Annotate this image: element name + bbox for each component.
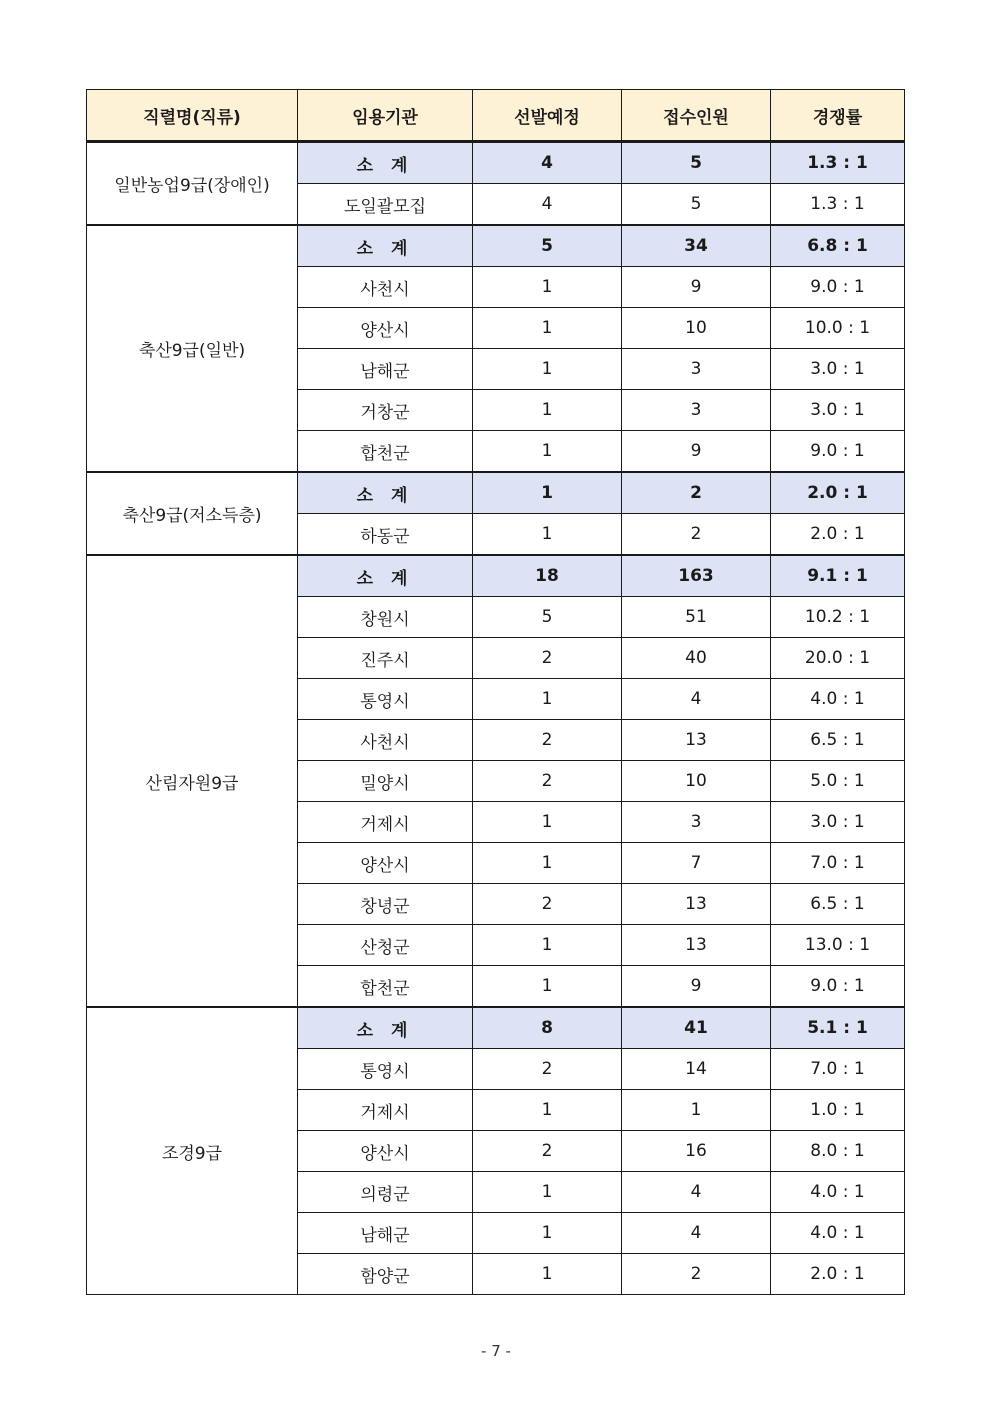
subtotal-ratio: 6.8 : 1 bbox=[771, 225, 905, 267]
job-series-name: 조경9급 bbox=[87, 1007, 298, 1295]
planned-cell: 1 bbox=[473, 966, 622, 1008]
subtotal-row bbox=[87, 142, 905, 184]
applicants-cell: 10 bbox=[622, 761, 771, 802]
subtotal-label: 소 계 bbox=[298, 1007, 473, 1049]
job-series-name: 일반농업9급(장애인) bbox=[87, 142, 298, 226]
planned-cell: 1 bbox=[473, 679, 622, 720]
job-series-name: 축산9급(일반) bbox=[87, 225, 298, 472]
agency-cell: 합천군 bbox=[298, 966, 473, 1008]
ratio-cell: 10.2 : 1 bbox=[771, 597, 905, 638]
planned-cell: 2 bbox=[473, 1131, 622, 1172]
ratio-cell: 9.0 : 1 bbox=[771, 267, 905, 308]
page-number: - 7 - bbox=[481, 1342, 511, 1360]
applicants-cell: 10 bbox=[622, 308, 771, 349]
applicants-cell: 16 bbox=[622, 1131, 771, 1172]
subtotal-ratio: 5.1 : 1 bbox=[771, 1007, 905, 1049]
applicants-cell: 9 bbox=[622, 966, 771, 1008]
planned-cell: 1 bbox=[473, 390, 622, 431]
planned-cell: 1 bbox=[473, 802, 622, 843]
applicants-cell: 2 bbox=[622, 514, 771, 556]
applicants-cell: 4 bbox=[622, 1172, 771, 1213]
subtotal-planned: 1 bbox=[473, 472, 622, 514]
ratio-cell: 6.5 : 1 bbox=[771, 884, 905, 925]
subtotal-planned: 4 bbox=[473, 142, 622, 184]
applicants-cell: 7 bbox=[622, 843, 771, 884]
ratio-cell: 2.0 : 1 bbox=[771, 1254, 905, 1295]
ratio-cell: 1.3 : 1 bbox=[771, 184, 905, 226]
planned-cell: 1 bbox=[473, 1090, 622, 1131]
recruitment-table bbox=[86, 89, 905, 1295]
table-header bbox=[87, 90, 905, 142]
agency-cell: 남해군 bbox=[298, 349, 473, 390]
planned-cell: 4 bbox=[473, 184, 622, 226]
planned-cell: 1 bbox=[473, 308, 622, 349]
header-planned: 선발예정 bbox=[473, 90, 622, 142]
header-agency: 임용기관 bbox=[298, 90, 473, 142]
planned-cell: 2 bbox=[473, 1049, 622, 1090]
planned-cell: 2 bbox=[473, 761, 622, 802]
agency-cell: 거제시 bbox=[298, 802, 473, 843]
subtotal-label: 소 계 bbox=[298, 472, 473, 514]
subtotal-ratio: 9.1 : 1 bbox=[771, 555, 905, 597]
subtotal-applicants: 2 bbox=[622, 472, 771, 514]
planned-cell: 1 bbox=[473, 514, 622, 556]
agency-cell: 거창군 bbox=[298, 390, 473, 431]
ratio-cell: 4.0 : 1 bbox=[771, 1172, 905, 1213]
planned-cell: 1 bbox=[473, 1213, 622, 1254]
applicants-cell: 3 bbox=[622, 390, 771, 431]
subtotal-label: 소 계 bbox=[298, 225, 473, 267]
planned-cell: 1 bbox=[473, 925, 622, 966]
header-applicants: 접수인원 bbox=[622, 90, 771, 142]
subtotal-row bbox=[87, 555, 905, 597]
agency-cell: 양산시 bbox=[298, 1131, 473, 1172]
agency-cell: 창원시 bbox=[298, 597, 473, 638]
agency-cell: 함양군 bbox=[298, 1254, 473, 1295]
planned-cell: 2 bbox=[473, 638, 622, 679]
applicants-cell: 9 bbox=[622, 267, 771, 308]
subtotal-row bbox=[87, 1007, 905, 1049]
subtotal-planned: 8 bbox=[473, 1007, 622, 1049]
agency-cell: 사천시 bbox=[298, 720, 473, 761]
planned-cell: 1 bbox=[473, 349, 622, 390]
subtotal-label: 소 계 bbox=[298, 142, 473, 184]
ratio-cell: 4.0 : 1 bbox=[771, 679, 905, 720]
applicants-cell: 51 bbox=[622, 597, 771, 638]
agency-cell: 밀양시 bbox=[298, 761, 473, 802]
applicants-cell: 13 bbox=[622, 720, 771, 761]
header-row bbox=[87, 90, 905, 142]
agency-cell: 합천군 bbox=[298, 431, 473, 473]
ratio-cell: 9.0 : 1 bbox=[771, 966, 905, 1008]
ratio-cell: 4.0 : 1 bbox=[771, 1213, 905, 1254]
ratio-cell: 5.0 : 1 bbox=[771, 761, 905, 802]
subtotal-label: 소 계 bbox=[298, 555, 473, 597]
agency-cell: 의령군 bbox=[298, 1172, 473, 1213]
job-series-name: 축산9급(저소득층) bbox=[87, 472, 298, 555]
subtotal-applicants: 34 bbox=[622, 225, 771, 267]
subtotal-ratio: 2.0 : 1 bbox=[771, 472, 905, 514]
applicants-cell: 13 bbox=[622, 884, 771, 925]
applicants-cell: 4 bbox=[622, 679, 771, 720]
ratio-cell: 8.0 : 1 bbox=[771, 1131, 905, 1172]
applicants-cell: 1 bbox=[622, 1090, 771, 1131]
ratio-cell: 3.0 : 1 bbox=[771, 349, 905, 390]
agency-cell: 진주시 bbox=[298, 638, 473, 679]
agency-cell: 사천시 bbox=[298, 267, 473, 308]
header-job-series: 직렬명(직류) bbox=[87, 90, 298, 142]
header-ratio: 경쟁률 bbox=[771, 90, 905, 142]
planned-cell: 1 bbox=[473, 1172, 622, 1213]
applicants-cell: 3 bbox=[622, 349, 771, 390]
applicants-cell: 4 bbox=[622, 1213, 771, 1254]
agency-cell: 하동군 bbox=[298, 514, 473, 556]
planned-cell: 5 bbox=[473, 597, 622, 638]
agency-cell: 산청군 bbox=[298, 925, 473, 966]
applicants-cell: 13 bbox=[622, 925, 771, 966]
job-series-name: 산림자원9급 bbox=[87, 555, 298, 1007]
applicants-cell: 40 bbox=[622, 638, 771, 679]
applicants-cell: 5 bbox=[622, 184, 771, 226]
ratio-cell: 7.0 : 1 bbox=[771, 1049, 905, 1090]
ratio-cell: 3.0 : 1 bbox=[771, 390, 905, 431]
planned-cell: 2 bbox=[473, 720, 622, 761]
subtotal-applicants: 5 bbox=[622, 142, 771, 184]
planned-cell: 1 bbox=[473, 431, 622, 473]
table-body bbox=[87, 142, 905, 1295]
ratio-cell: 2.0 : 1 bbox=[771, 514, 905, 556]
ratio-cell: 10.0 : 1 bbox=[771, 308, 905, 349]
applicants-cell: 3 bbox=[622, 802, 771, 843]
subtotal-row bbox=[87, 472, 905, 514]
agency-cell: 통영시 bbox=[298, 679, 473, 720]
agency-cell: 창녕군 bbox=[298, 884, 473, 925]
planned-cell: 2 bbox=[473, 884, 622, 925]
subtotal-applicants: 163 bbox=[622, 555, 771, 597]
agency-cell: 양산시 bbox=[298, 308, 473, 349]
ratio-cell: 20.0 : 1 bbox=[771, 638, 905, 679]
agency-cell: 거제시 bbox=[298, 1090, 473, 1131]
applicants-cell: 9 bbox=[622, 431, 771, 473]
subtotal-applicants: 41 bbox=[622, 1007, 771, 1049]
agency-cell: 통영시 bbox=[298, 1049, 473, 1090]
applicants-cell: 14 bbox=[622, 1049, 771, 1090]
subtotal-ratio: 1.3 : 1 bbox=[771, 142, 905, 184]
subtotal-planned: 18 bbox=[473, 555, 622, 597]
ratio-cell: 3.0 : 1 bbox=[771, 802, 905, 843]
planned-cell: 1 bbox=[473, 267, 622, 308]
subtotal-planned: 5 bbox=[473, 225, 622, 267]
ratio-cell: 9.0 : 1 bbox=[771, 431, 905, 473]
agency-cell: 양산시 bbox=[298, 843, 473, 884]
ratio-cell: 6.5 : 1 bbox=[771, 720, 905, 761]
agency-cell: 도일괄모집 bbox=[298, 184, 473, 226]
ratio-cell: 7.0 : 1 bbox=[771, 843, 905, 884]
planned-cell: 1 bbox=[473, 1254, 622, 1295]
subtotal-row bbox=[87, 225, 905, 267]
applicants-cell: 2 bbox=[622, 1254, 771, 1295]
planned-cell: 1 bbox=[473, 843, 622, 884]
agency-cell: 남해군 bbox=[298, 1213, 473, 1254]
ratio-cell: 1.0 : 1 bbox=[771, 1090, 905, 1131]
ratio-cell: 13.0 : 1 bbox=[771, 925, 905, 966]
